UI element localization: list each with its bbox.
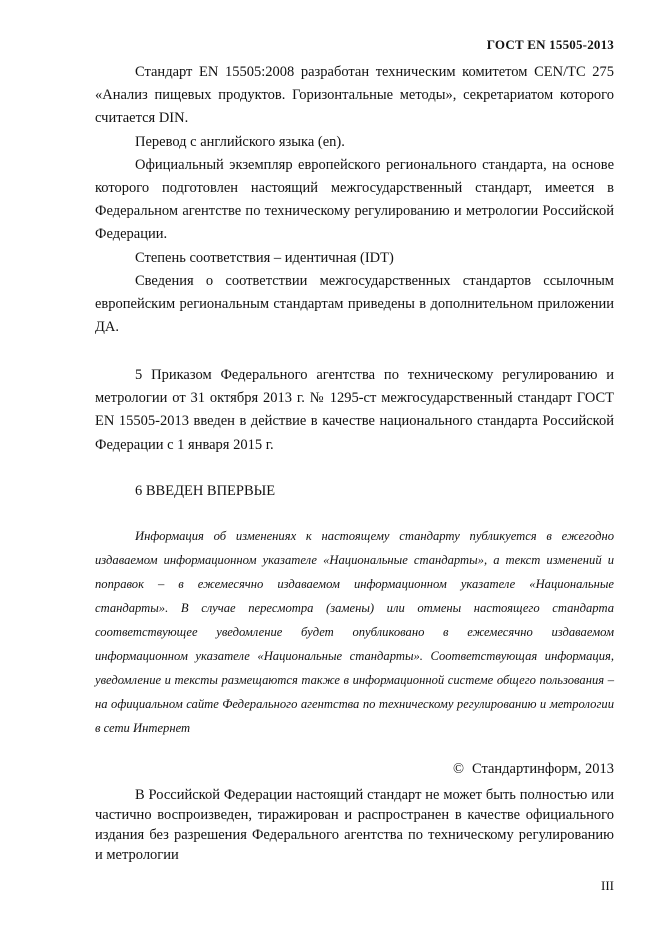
- paragraph-conformity-degree: Степень соответствия – идентичная (IDT): [135, 249, 394, 266]
- standard-origin-section: [95, 61, 614, 339]
- page-number: III: [601, 878, 614, 893]
- paragraph-official-copy: Официальный экземпляр европейского регионального стандарта, на основе которого подготовлен настоящий межгосударственный стандарт, имеется в Федеральном агентстве по техническому регулированию и метрологии Российской Федерации.: [95, 156, 614, 243]
- paragraph-references-info: Сведения о соответствии межгосударственных стандартов ссылочным европейским региональным стандартам приведены в дополнительном приложении ДА.: [95, 272, 614, 336]
- section-5: [95, 364, 614, 457]
- copyright-icon: ©: [452, 761, 464, 777]
- copyright-line: [453, 758, 614, 780]
- paragraph-translation: Перевод с английского языка (en).: [135, 133, 345, 150]
- rights-notice: [95, 785, 614, 865]
- changes-notice: [95, 524, 614, 740]
- copyright-text: Стандартинформ, 2013: [471, 761, 614, 777]
- order-paragraph: 5 Приказом Федерального агентства по техническому регулированию и метрологии от 31 октября 2013 г. № 1295-ст межгосударственный стандарт ГОСТ EN 15505-2013 введен в действие в качестве национального стандарта Российской Федерации с 1 января 2015 г.: [95, 367, 614, 453]
- rights-text: В Российской Федерации настоящий стандарт не может быть полностью или частично воспроизведен, тиражирован и распространен в качестве официального издания без разрешения Федерального агентства по техническому регулированию и метрологии: [95, 787, 614, 863]
- notice-text: Информация об изменениях к настоящему стандарту публикуется в ежегодно издаваемом информационном указателе «Национальные стандарты», а текст изменений и поправок – в ежемесячно издаваемом информационном указателе «Национальные стандарты». В случае пересмотра (замены) или отмены настоящего стандарта соответствующее уведомление будет опубликовано в ежемесячно издаваемом информационном указателе «Национальные стандарты». Соответствующая информация, уведомление и тексты размещаются также в информационной системе общего пользования – на официальном сайте Федерального агентства по техническому регулированию и метрологии в сети Интернет: [95, 529, 614, 735]
- standard-header: ГОСТ EN 15505-2013: [486, 37, 614, 52]
- paragraph-origin: Стандарт EN 15505:2008 разработан техническим комитетом CEN/TC 275 «Анализ пищевых продуктов. Горизонтальные методы», секретариатом которого считается DIN.: [95, 64, 614, 127]
- introduced-first-heading: 6 ВВЕДЕН ВПЕРВЫЕ: [135, 483, 276, 499]
- section-6: [95, 480, 614, 503]
